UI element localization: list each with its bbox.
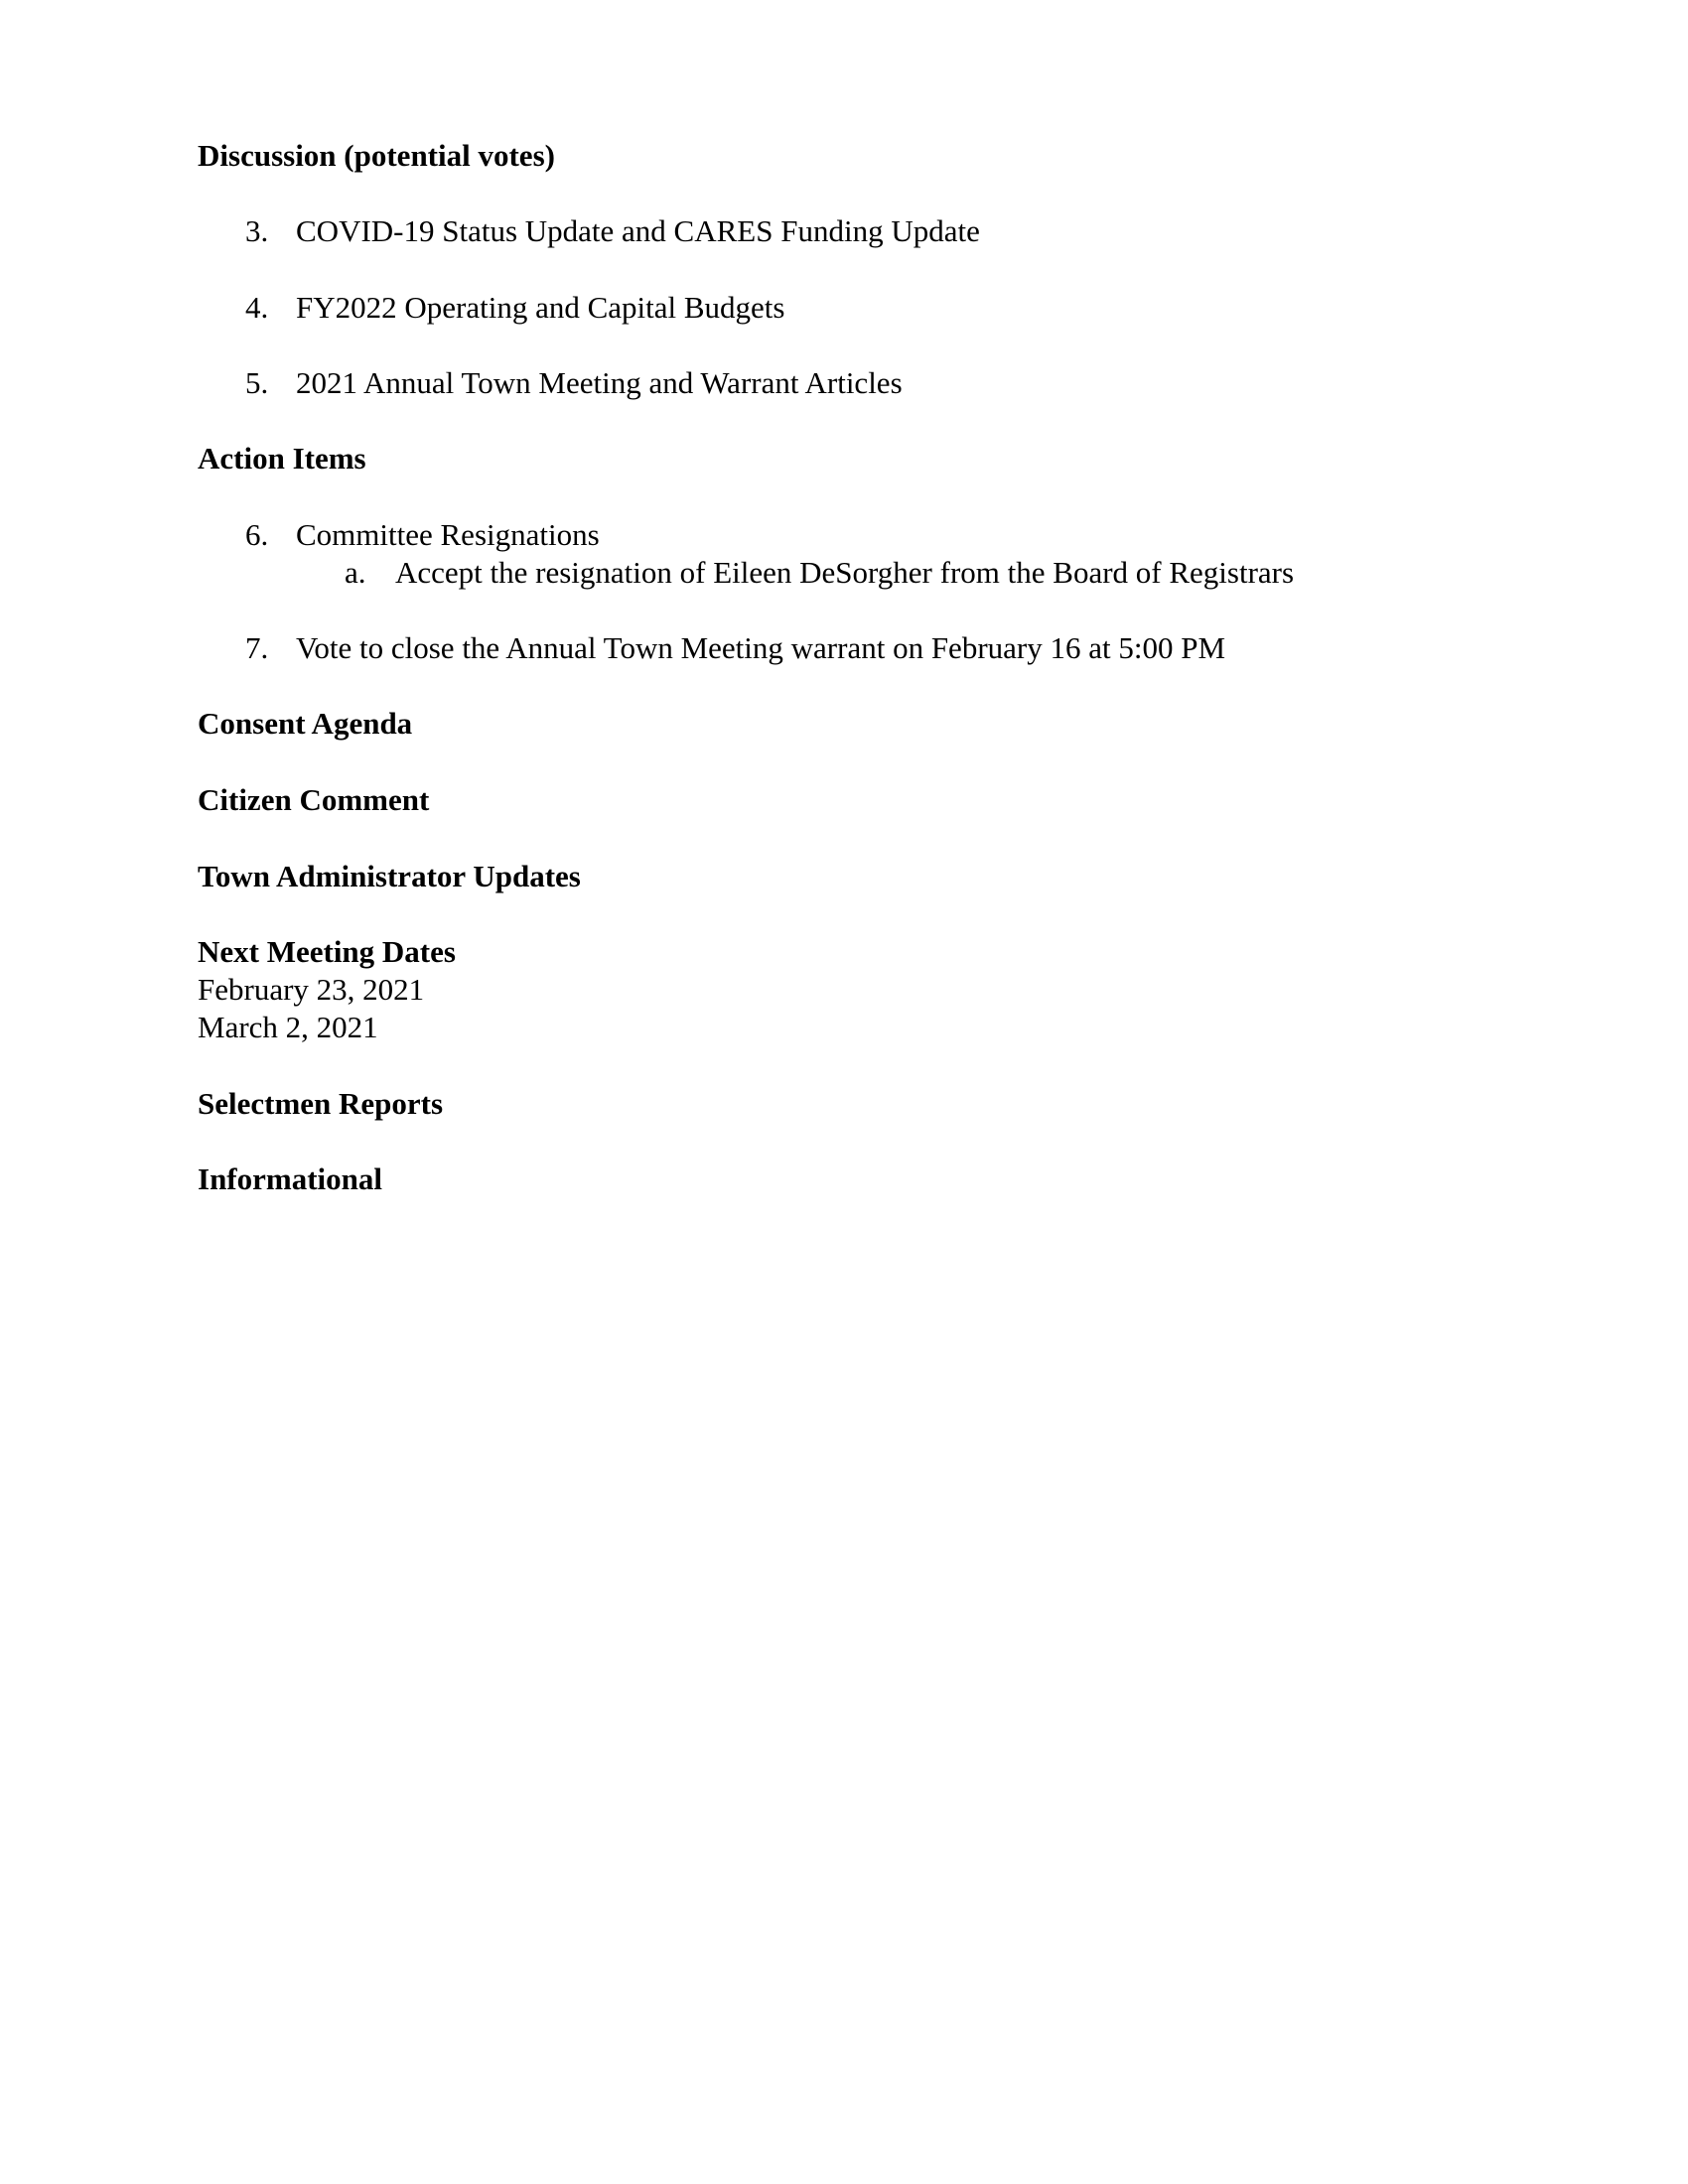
section-heading-town-administrator-updates: Town Administrator Updates bbox=[198, 859, 581, 893]
section-heading-action-items: Action Items bbox=[198, 441, 366, 476]
item-number: 3. bbox=[245, 213, 269, 248]
item-text: Committee Resignations bbox=[296, 517, 600, 552]
item-number: 6. bbox=[245, 517, 269, 552]
item-text: Vote to close the Annual Town Meeting warrant on February 16 at 5:00 PM bbox=[296, 630, 1226, 665]
sub-item-text: Accept the resignation of Eileen DeSorgher from the Board of Registrars bbox=[395, 555, 1295, 590]
item-number: 7. bbox=[245, 630, 269, 665]
section-heading-discussion: Discussion (potential votes) bbox=[198, 138, 555, 173]
sub-item-letter: a. bbox=[345, 555, 366, 590]
item-text: COVID-19 Status Update and CARES Funding Update bbox=[296, 213, 980, 248]
section-heading-selectmen-reports: Selectmen Reports bbox=[198, 1086, 444, 1121]
section-heading-citizen-comment: Citizen Comment bbox=[198, 782, 430, 817]
item-text: FY2022 Operating and Capital Budgets bbox=[296, 290, 785, 325]
item-number: 4. bbox=[245, 290, 269, 325]
item-number: 5. bbox=[245, 365, 269, 400]
section-heading-next-meeting-dates: Next Meeting Dates bbox=[198, 934, 456, 969]
item-text: 2021 Annual Town Meeting and Warrant Articles bbox=[296, 365, 903, 400]
section-heading-informational: Informational bbox=[198, 1161, 382, 1196]
section-heading-consent-agenda: Consent Agenda bbox=[198, 706, 413, 741]
meeting-date: March 2, 2021 bbox=[198, 1010, 378, 1044]
meeting-date: February 23, 2021 bbox=[198, 972, 425, 1007]
